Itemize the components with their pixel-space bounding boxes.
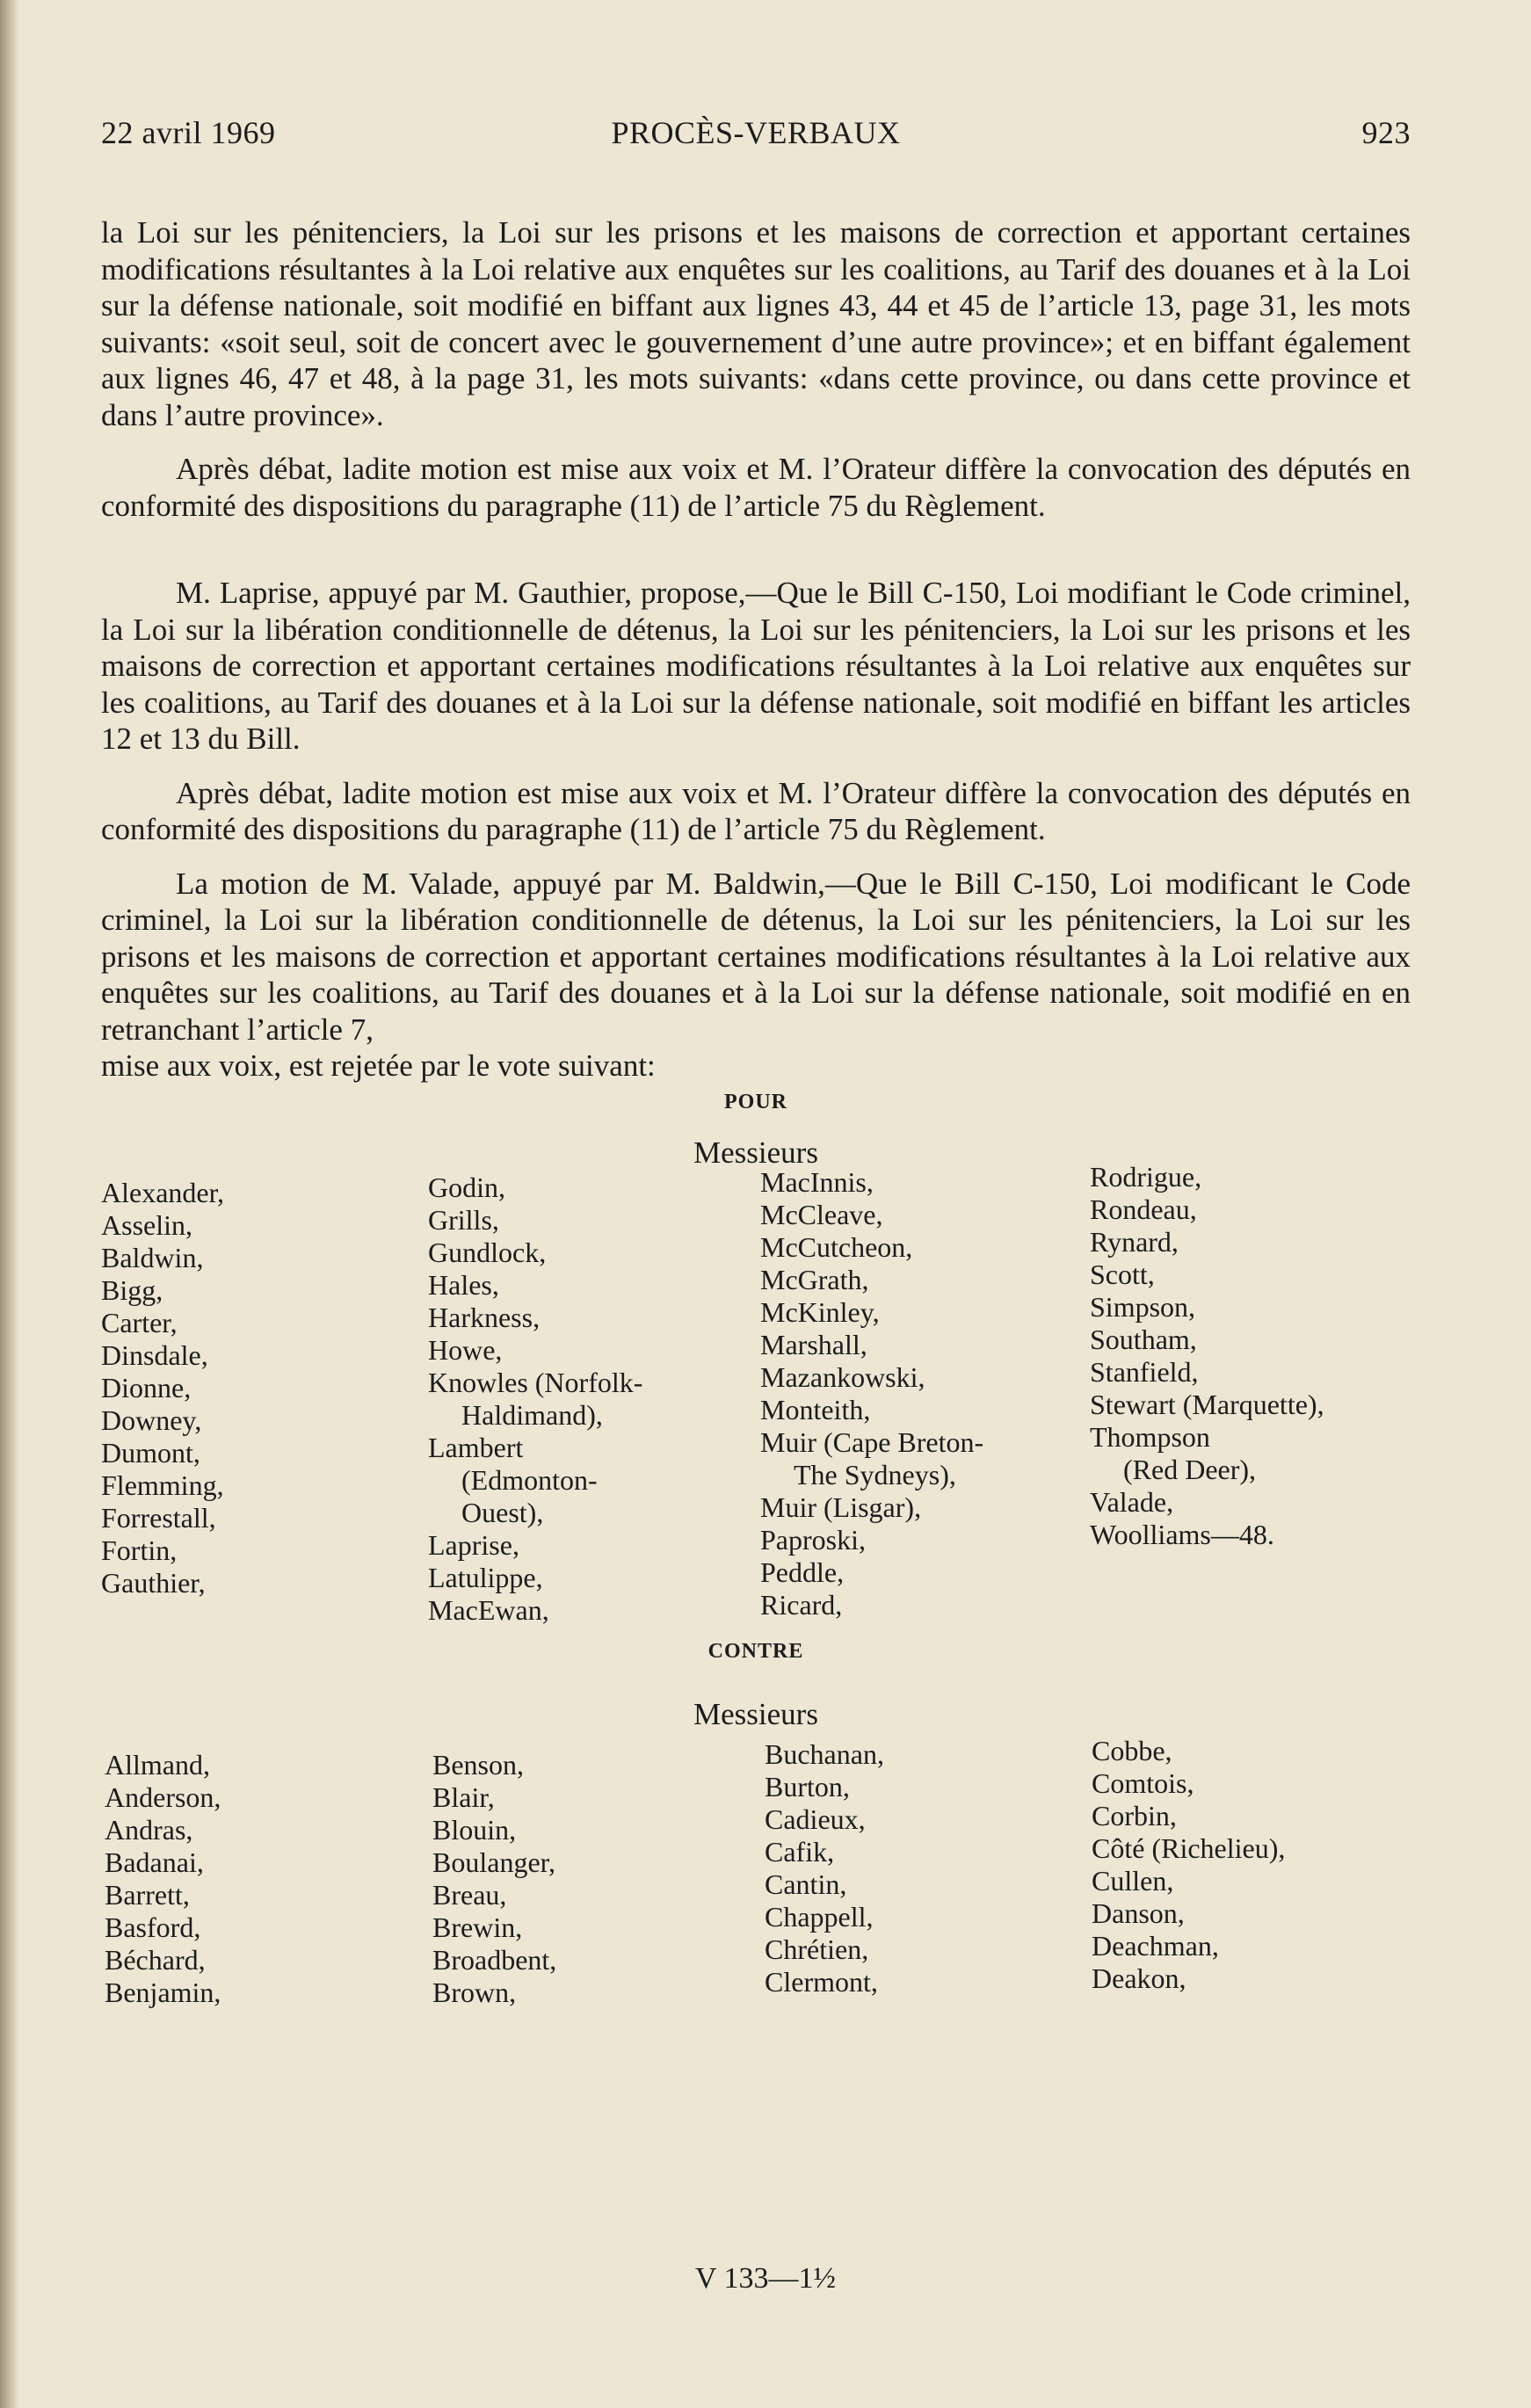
list-item: Brewin,	[432, 1911, 523, 1943]
list-item: Lambert	[428, 1431, 524, 1463]
list-item: Ouest),	[461, 1496, 544, 1528]
list-item: (Red Deer),	[1123, 1453, 1257, 1485]
list-item: Deakon,	[1092, 1962, 1186, 1994]
header-page-number: 923	[1361, 115, 1411, 150]
list-item: Breau,	[432, 1878, 507, 1911]
list-item: Fortin,	[101, 1534, 178, 1566]
contre-heading: CONTRE	[707, 1639, 804, 1663]
page-body	[101, 214, 1411, 2018]
list-item: Gauthier,	[101, 1566, 206, 1599]
pour-heading: POUR	[724, 1090, 787, 1113]
list-item: Peddle,	[760, 1556, 845, 1588]
list-item: Cullen,	[1092, 1864, 1174, 1897]
header-date: 22 avril 1969	[101, 115, 276, 150]
list-item: Stewart (Marquette),	[1090, 1388, 1324, 1420]
page-binding-edge	[0, 0, 19, 2408]
list-item: Boulanger,	[432, 1846, 556, 1878]
list-item: Chappell,	[765, 1900, 874, 1933]
list-item: The Sydneys),	[794, 1458, 956, 1490]
paragraph-laprise-motion: M. Laprise, appuyé par M. Gauthier, propose,—Que le Bill C-150, Loi modifiant le Code criminel, la Loi sur la libération conditionnelle de détenus, la Loi sur les pénitenciers, la Loi sur les prisons et les maisons de correction et apportant certaines modifications résultantes à la Loi relative aux enquêtes sur les coalitions, au Tarif des douanes et à la Loi sur la défense nationale, soit modifié en biffant les articles 12 et 13 du Bill.	[101, 576, 1411, 756]
list-item: Southam,	[1090, 1323, 1197, 1355]
list-item: Gundlock,	[428, 1236, 547, 1268]
list-item: Hales,	[428, 1268, 499, 1301]
list-item: Comtois,	[1092, 1766, 1194, 1799]
list-item: Rondeau,	[1090, 1193, 1197, 1225]
list-item: Muir (Cape Breton-	[760, 1425, 984, 1458]
list-item: Laprise,	[428, 1528, 519, 1561]
pour-messieurs: Messieurs	[693, 1135, 818, 1170]
list-item: Valade,	[1090, 1485, 1174, 1518]
list-item: Howe,	[428, 1333, 503, 1366]
list-item: McKinley,	[760, 1295, 880, 1328]
list-item: Deachman,	[1092, 1929, 1219, 1962]
list-item: Marshall,	[760, 1328, 867, 1360]
list-item: Buchanan,	[765, 1737, 884, 1770]
list-item: Bigg,	[101, 1273, 163, 1306]
paragraph-debate-1: Après débat, ladite motion est mise aux voix et M. l’Orateur diffère la convocation des députés en conformité des dispositions du paragraphe (11) de l’article 75 du Règlement.	[101, 452, 1411, 523]
list-item: Asselin,	[101, 1208, 192, 1241]
list-item: Ricard,	[760, 1588, 843, 1621]
pour-column-1	[101, 1177, 224, 1599]
list-item: Paproski,	[760, 1523, 866, 1556]
header-title: PROCÈS-VERBAUX	[611, 115, 901, 150]
pour-names	[101, 1160, 1411, 1634]
list-item: Monteith,	[760, 1393, 871, 1425]
list-item: Brown,	[432, 1976, 517, 2008]
list-item: McCleave,	[760, 1198, 883, 1230]
pour-column-4	[1090, 1161, 1324, 1551]
list-item: Rodrigue,	[1090, 1160, 1202, 1193]
list-item: Clermont,	[765, 1965, 878, 1998]
list-item: Anderson,	[105, 1781, 221, 1813]
list-item: Badanai,	[105, 1846, 204, 1878]
list-item: (Edmonton-	[461, 1463, 598, 1496]
list-item: Cadieux,	[765, 1802, 866, 1835]
list-item: Thompson	[1090, 1420, 1210, 1453]
paragraph-vote-intro: mise aux voix, est rejetée par le vote suivant:	[101, 1048, 656, 1083]
list-item: Stanfield,	[1090, 1355, 1199, 1388]
list-item: Barrett,	[105, 1878, 190, 1911]
list-item: Burton,	[765, 1770, 850, 1802]
list-item: Cobbe,	[1092, 1734, 1172, 1766]
list-item: Muir (Lisgar),	[760, 1490, 922, 1523]
list-item: Béchard,	[105, 1943, 206, 1976]
list-item: Andras,	[105, 1813, 193, 1846]
contre-column-4	[1092, 1735, 1285, 1995]
list-item: Benson,	[432, 1748, 524, 1781]
list-item: Baldwin,	[101, 1241, 204, 1273]
list-item: Blair,	[432, 1781, 495, 1813]
list-item: Blouin,	[432, 1813, 517, 1846]
pour-column-3	[760, 1166, 983, 1621]
list-item: Alexander,	[101, 1176, 224, 1208]
page-footer-signature: V 133—1½	[695, 2262, 836, 2295]
list-item: Cantin,	[765, 1868, 847, 1900]
list-item: MacEwan,	[428, 1593, 549, 1626]
list-item: McGrath,	[760, 1263, 869, 1295]
list-item: Woolliams—48.	[1090, 1518, 1274, 1550]
pour-column-2	[428, 1171, 642, 1627]
list-item: Danson,	[1092, 1897, 1185, 1929]
list-item: Dumont,	[101, 1436, 200, 1469]
paragraph-debate-2: Après débat, ladite motion est mise aux voix et M. l’Orateur diffère la convocation des députés en conformité des dispositions du paragraphe (11) de l’article 75 du Règlement.	[101, 775, 1411, 846]
contre-names	[101, 1734, 1411, 2018]
list-item: Corbin,	[1092, 1799, 1177, 1831]
contre-column-1	[105, 1749, 221, 2009]
list-item: Godin,	[428, 1171, 505, 1203]
list-item: Forrestall,	[101, 1501, 216, 1534]
list-item: Latulippe,	[428, 1561, 543, 1593]
list-item: Flemming,	[101, 1469, 224, 1501]
paragraph-continued: la Loi sur les pénitenciers, la Loi sur les prisons et les maisons de correction et apportant certaines modifications résultantes à la Loi relative aux enquêtes sur les coalitions, au Tarif des douanes et à la Loi sur la défense nationale, soit modifié en biffant aux lignes 43, 44 et 45 de l’article 13, page 31, les mots suivants: «soit seul, soit de concert avec le gouvernement d’une autre province»; et en biffant également aux lignes 46, 47 et 48, à la page 31, les mots suivants: «dans cette province, ou dans cette province et dans l’autre province».	[101, 215, 1411, 432]
list-item: Dionne,	[101, 1371, 192, 1403]
list-item: Cafik,	[765, 1835, 835, 1868]
list-item: Rynard,	[1090, 1225, 1179, 1258]
list-item: Côté (Richelieu),	[1092, 1831, 1286, 1864]
list-item: Simpson,	[1090, 1290, 1196, 1323]
contre-messieurs: Messieurs	[693, 1697, 818, 1731]
list-item: Mazankowski,	[760, 1360, 925, 1393]
list-item: Broadbent,	[432, 1943, 557, 1976]
list-item: Haldimand),	[461, 1398, 603, 1431]
list-item: Knowles (Norfolk-	[428, 1366, 643, 1398]
list-item: Chrétien,	[765, 1933, 869, 1965]
list-item: Scott,	[1090, 1258, 1155, 1290]
paragraph-valade-motion: La motion de M. Valade, appuyé par M. Baldwin,—Que le Bill C-150, Loi modificant le Code criminel, la Loi sur la libération conditionnelle de détenus, la Loi sur les pénitenciers, la Loi sur les prisons et les maisons de correction et apportant certaines modifications résultantes à la Loi relative aux enquêtes sur les coalitions, au Tarif des douanes et à la Loi sur la défense nationale, soit modifié en en retranchant l’article 7,	[101, 866, 1411, 1047]
page-header	[101, 114, 1411, 158]
contre-column-2	[432, 1749, 556, 2009]
list-item: Benjamin,	[105, 1976, 221, 2008]
list-item: Downey,	[101, 1403, 202, 1436]
list-item: Allmand,	[105, 1748, 210, 1781]
list-item: Basford,	[105, 1911, 201, 1943]
contre-column-3	[765, 1738, 884, 1998]
list-item: MacInnis,	[760, 1165, 874, 1198]
list-item: Dinsdale,	[101, 1338, 208, 1371]
list-item: Carter,	[101, 1306, 178, 1338]
list-item: Grills,	[428, 1203, 499, 1236]
list-item: Harkness,	[428, 1301, 541, 1333]
list-item: McCutcheon,	[760, 1230, 913, 1263]
